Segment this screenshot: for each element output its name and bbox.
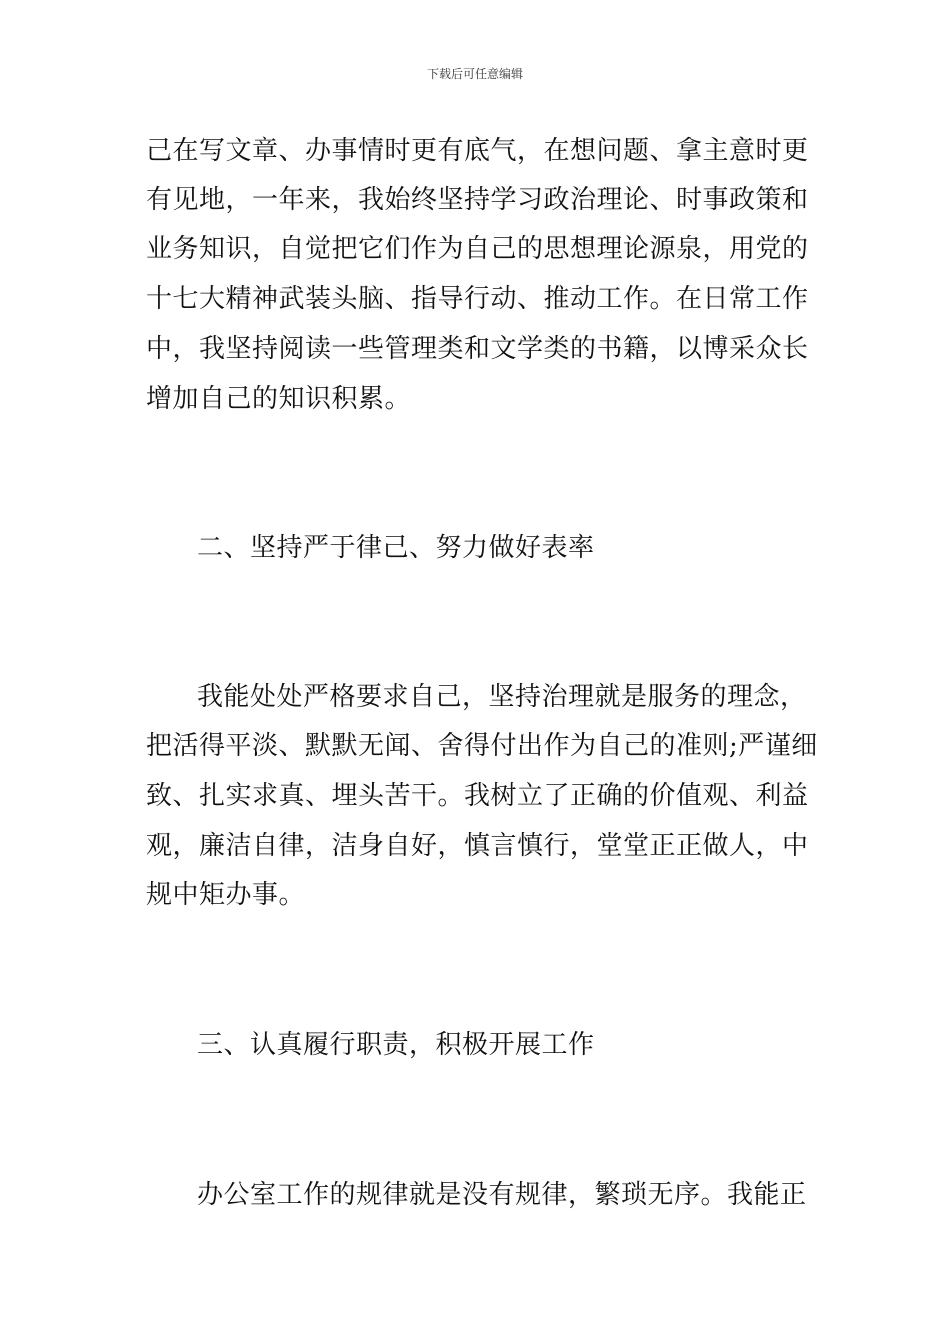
paragraph-line: 办公室工作的规律就是没有规律，繁琐无序。我能正 <box>197 1180 807 1210</box>
section-heading: 二、坚持严于律己、努力做好表率 <box>197 533 595 563</box>
paragraph-line: 致、扎实求真、埋头苦干。我树立了正确的价值观、利益 <box>146 781 809 811</box>
paragraph-line: 观，廉洁自律，洁身自好，慎言慎行，堂堂正正做人，中 <box>146 831 809 861</box>
section-heading: 三、认真履行职责，积极开展工作 <box>197 1030 595 1060</box>
paragraph-line: 业务知识，自觉把它们作为自己的思想理论源泉，用党的 <box>146 234 809 264</box>
paragraph-line: 己在写文章、办事情时更有底气，在想问题、拿主意时更 <box>146 136 809 166</box>
paragraph-line: 增加自己的知识积累。 <box>146 384 412 414</box>
paragraph-line: 有见地，一年来，我始终坚持学习政治理论、时事政策和 <box>146 185 809 215</box>
page-header: 下载后可任意编辑 <box>426 67 523 81</box>
paragraph-line: 把活得平淡、默默无闻、舍得付出作为自己的准则;严谨细 <box>146 731 818 761</box>
paragraph-line: 我能处处严格要求自己，坚持治理就是服务的理念， <box>197 682 807 712</box>
paragraph-line: 规中矩办事。 <box>146 880 306 910</box>
paragraph-line: 中，我坚持阅读一些管理类和文学类的书籍，以博采众长 <box>146 334 809 364</box>
paragraph-line: 十七大精神武装头脑、指导行动、推动工作。在日常工作 <box>146 284 809 314</box>
